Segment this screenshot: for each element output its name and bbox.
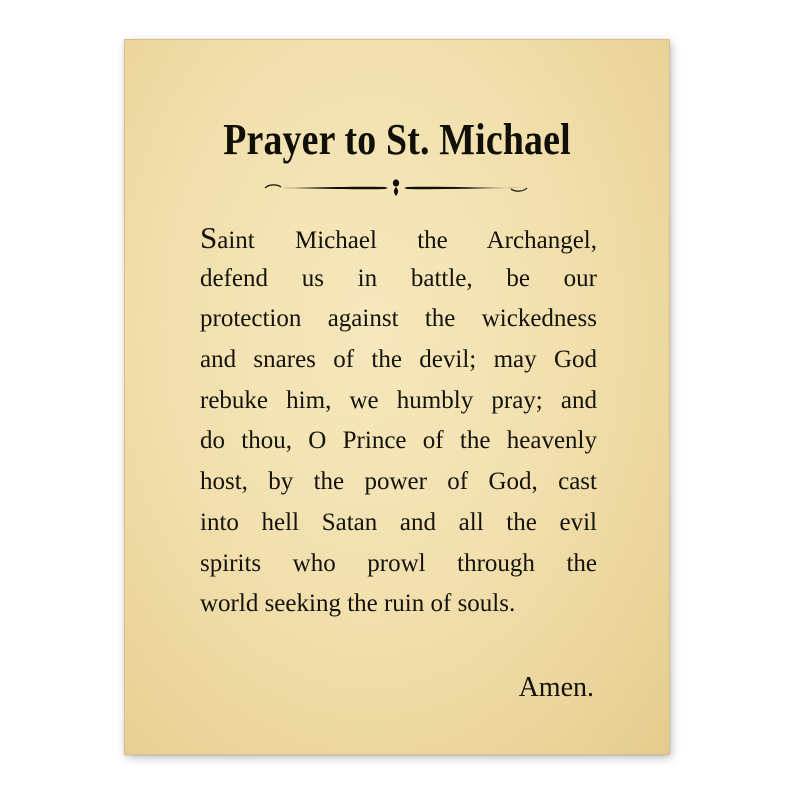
prayer-text [200,218,597,625]
prayer-line-1 [200,218,597,259]
prayer-line-text: aint Michael the Archangel, [217,227,597,254]
prayer-line-3: protection against the wickedness [200,305,597,333]
prayer-line-5: rebuke him, we humbly pray; and [200,386,597,414]
prayer-line-7: host, by the power of God, cast [200,468,597,496]
prayer-card [125,40,669,754]
ornamental-flourish-icon [263,178,529,198]
prayer-line-8: into hell Satan and all the evil [200,508,597,536]
drop-cap: S [200,220,218,255]
prayer-line-6: do thou, O Prince of the heavenly [200,427,597,455]
prayer-line-2: defend us in battle, be our [200,264,597,292]
prayer-title: Prayer to St. Michael [223,115,571,164]
prayer-line-10: world seeking the ruin of souls. [200,590,516,618]
prayer-line-4: and snares of the devil; may God [200,346,597,374]
closing-amen: Amen. [518,672,594,703]
prayer-line-9: spirits who prowl through the [200,549,597,577]
